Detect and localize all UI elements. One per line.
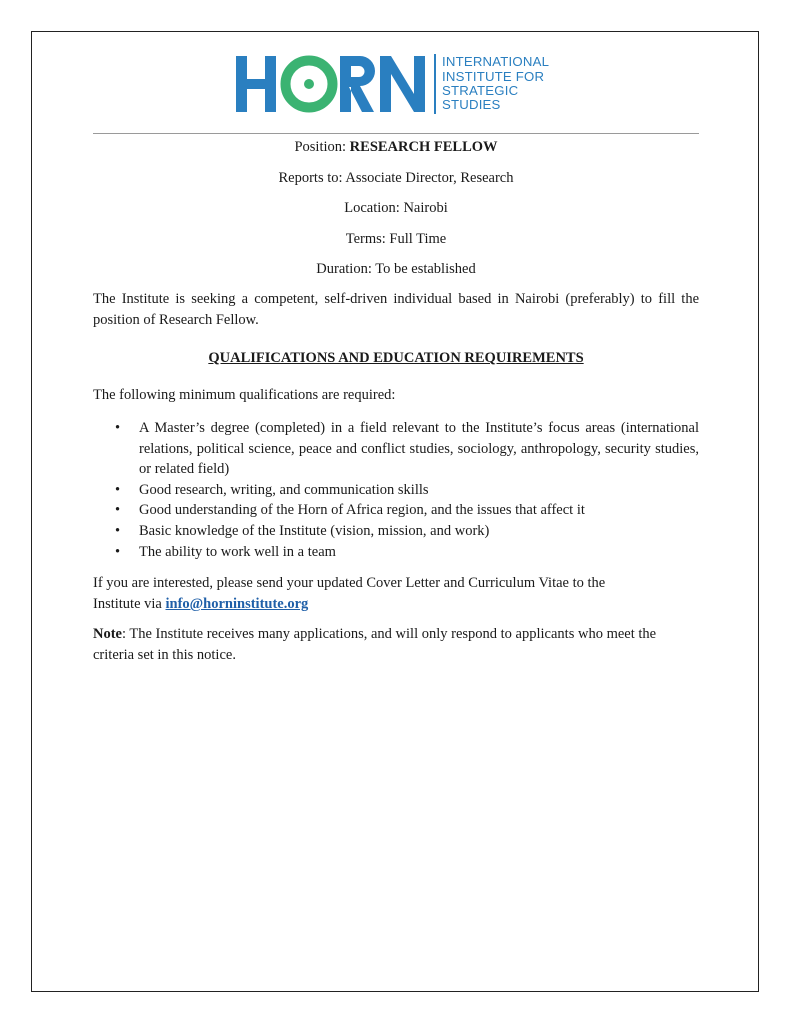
horn-logo-wordmark [236, 52, 426, 116]
logo-letter-r [340, 56, 375, 112]
requirement-text: Good research, writing, and communication skills [139, 481, 429, 498]
bullet-icon: • [115, 481, 121, 498]
qualifications-heading: QUALIFICATIONS AND EDUCATION REQUIREMENTS [208, 350, 584, 366]
requirement-text: Basic knowledge of the Institute (vision, mission, and work) [139, 522, 490, 539]
bullet-icon: • [115, 522, 121, 539]
list-item [93, 500, 699, 521]
intro-paragraph: The Institute is seeking a competent, self-driven individual based in Nairobi (preferably) to fill the position of Research Fellow. [93, 291, 699, 328]
apply-line-2-text: Institute via [93, 596, 166, 612]
note-label: Note [93, 626, 122, 642]
apply-line-2 [93, 594, 699, 615]
list-item [93, 418, 699, 480]
requirement-text: The ability to work well in a team [139, 543, 336, 560]
logo-line: INTERNATIONAL [442, 54, 550, 70]
bullet-icon: • [115, 502, 121, 519]
position-label: Position: [294, 139, 350, 155]
terms-line: Terms: Full Time [345, 231, 447, 247]
position-value: RESEARCH FELLOW [349, 139, 498, 155]
logo-letter-h-right [265, 56, 276, 112]
requirements-intro: The following minimum qualifications are required: [93, 387, 396, 403]
apply-line-1: If you are interested, please send your updated Cover Letter and Curriculum Vitae to the [93, 575, 606, 591]
location-line: Location: Nairobi [344, 200, 448, 216]
duration-line: Duration: To be established [316, 261, 476, 277]
reports-to-line: Reports to: Associate Director, Research [278, 170, 514, 186]
horn-logo [236, 52, 549, 116]
logo-line: INSTITUTE FOR [442, 68, 545, 84]
apply-paragraph [93, 573, 699, 615]
requirement-text: Good understanding of the Horn of Africa region, and the issues that affect it [139, 502, 585, 519]
bullet-icon: • [115, 420, 121, 436]
position-line [93, 138, 699, 156]
bullet-icon: • [115, 543, 121, 560]
logo-line: STUDIES [442, 97, 501, 113]
requirements-list [93, 418, 699, 562]
email-link[interactable]: info@horninstitute.org [165, 596, 309, 612]
logo-letter-n [380, 56, 425, 112]
logo-letter-o-dot [304, 79, 314, 89]
requirement-text: A Master’s degree (completed) in a field relevant to the Institute’s focus areas (international relations, political science, peace and conflict studies, sociology, anthropology, security studies, or related field) [139, 420, 699, 478]
note-text: : The Institute receives many applications, and will only respond to applicants who meet the criteria set in this notice. [93, 626, 657, 663]
logo-institute-name [442, 55, 549, 113]
list-item [93, 480, 699, 501]
list-item [93, 542, 699, 563]
logo-line: STRATEGIC [442, 83, 519, 98]
logo-separator [434, 54, 436, 114]
header-divider [93, 133, 699, 134]
note-paragraph [93, 624, 693, 666]
list-item [93, 521, 699, 542]
